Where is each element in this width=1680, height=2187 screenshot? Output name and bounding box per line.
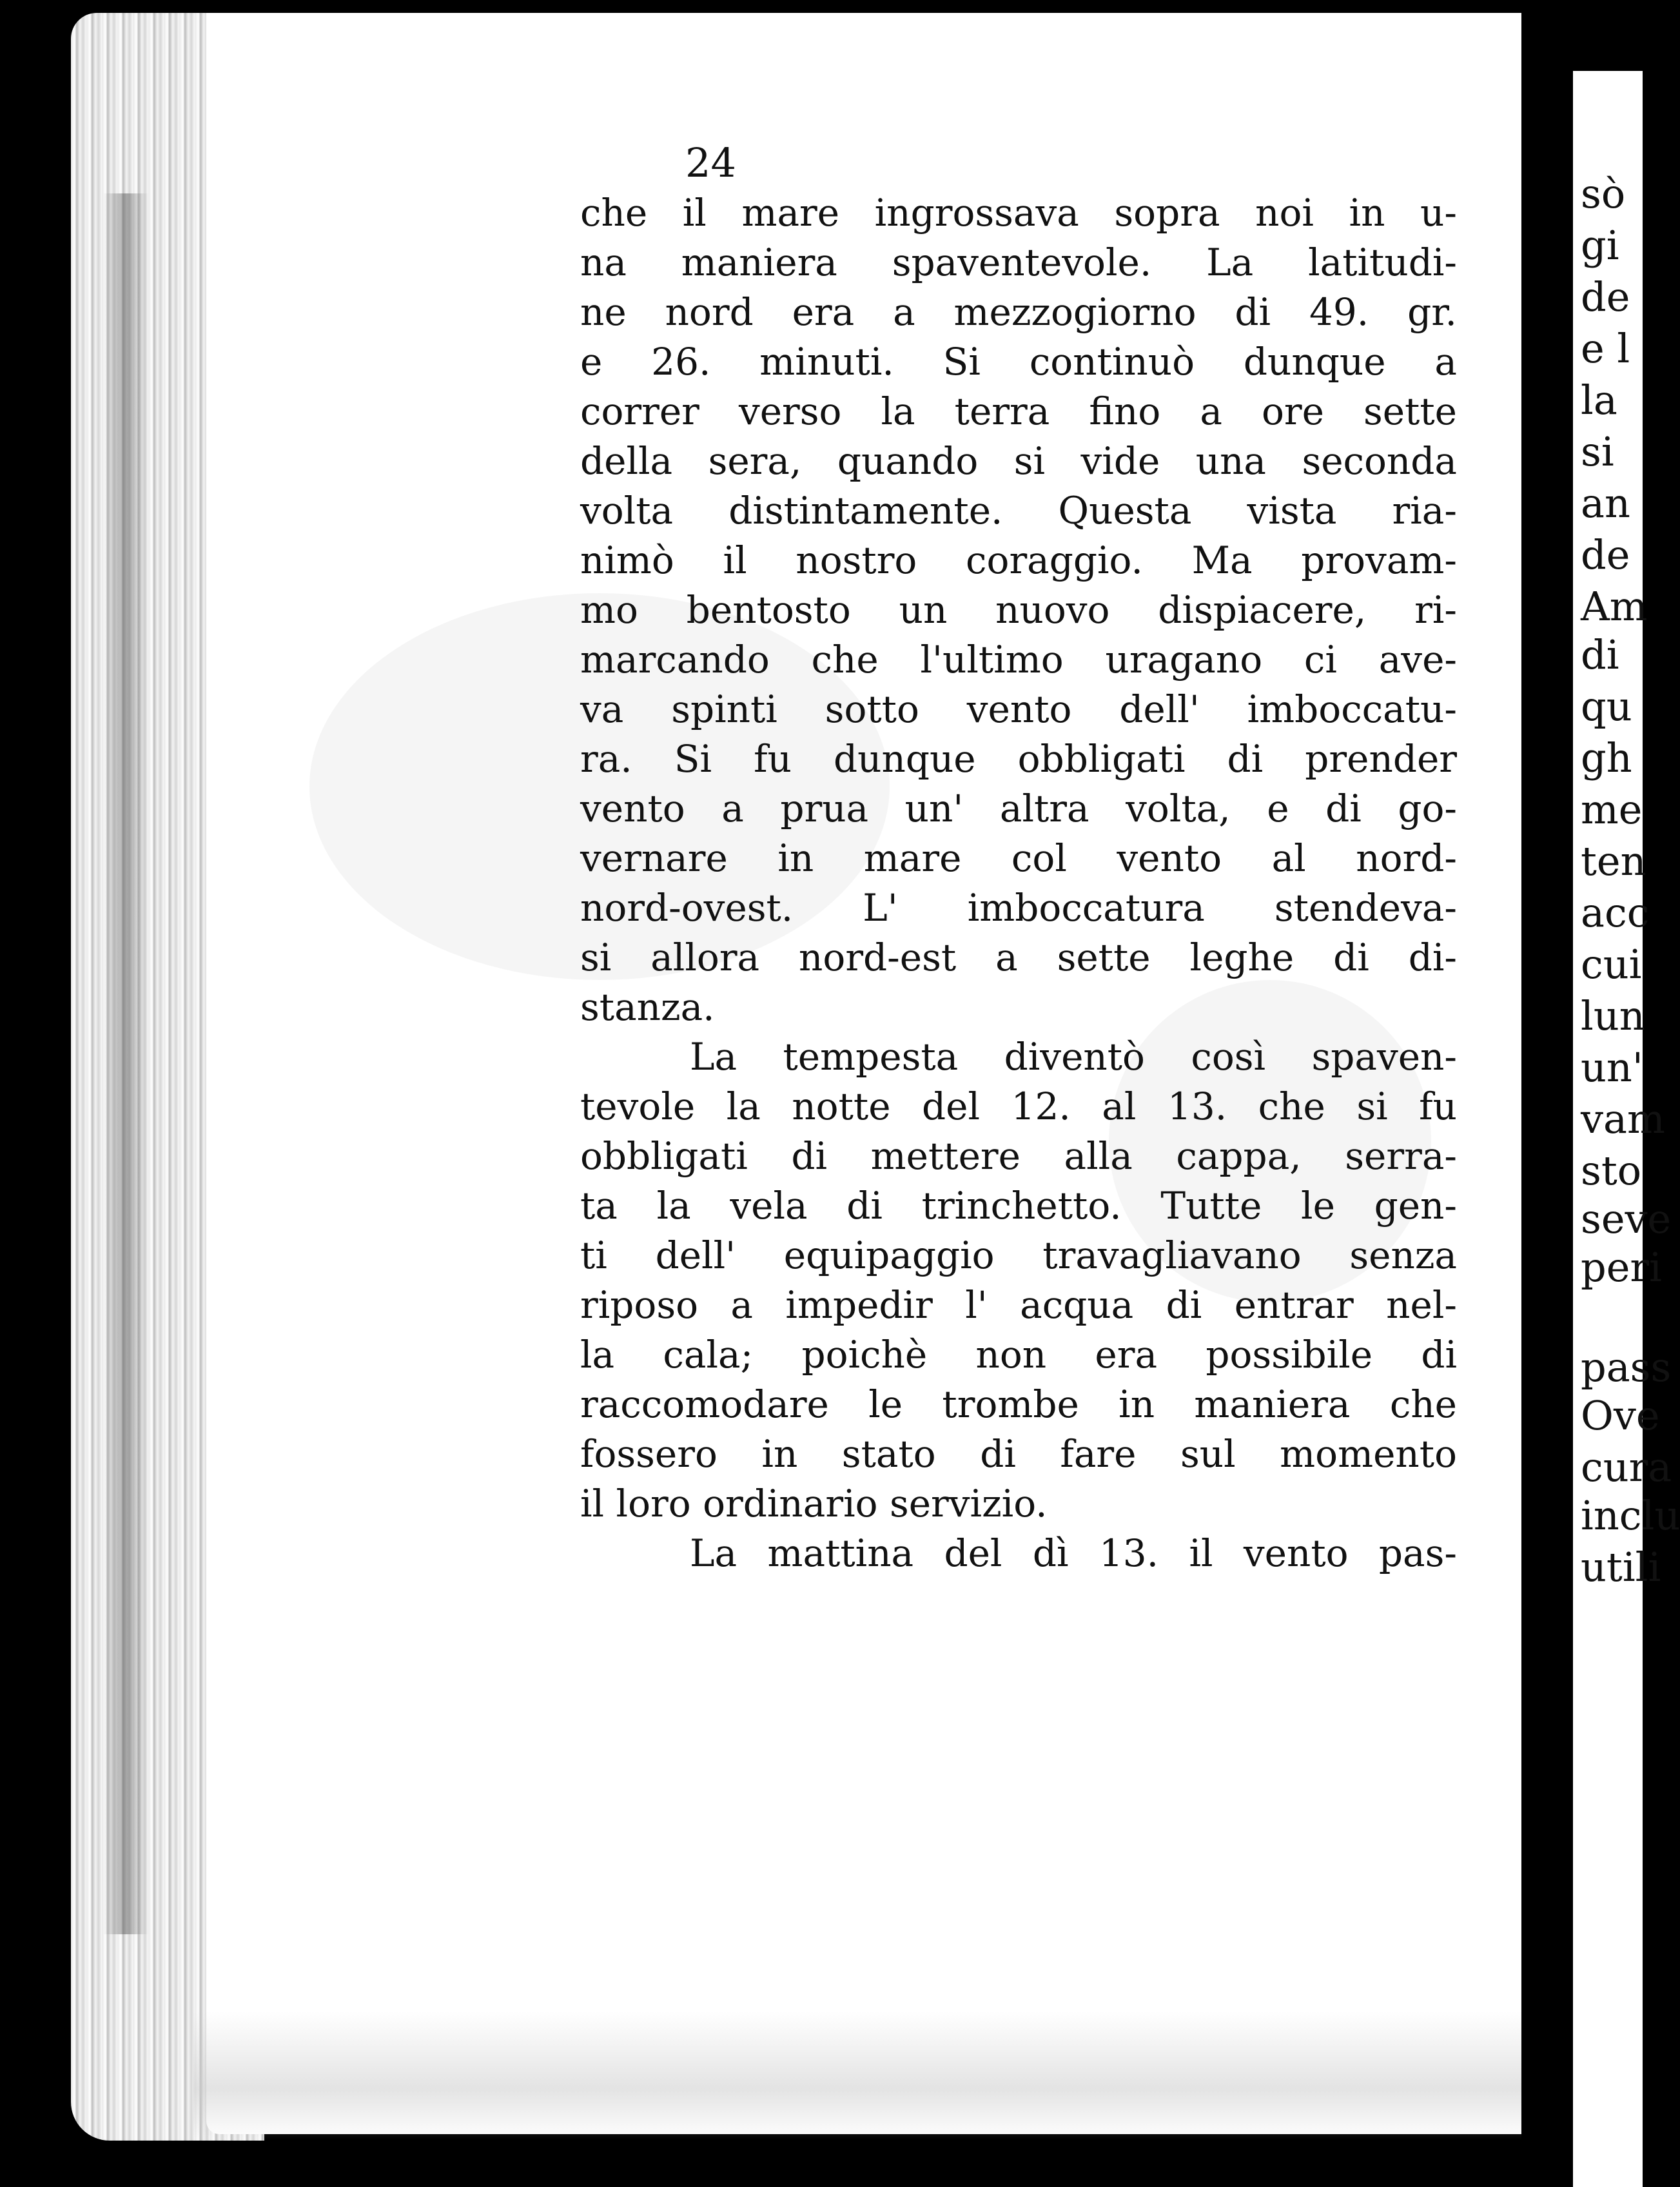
facing-text-fragment: de xyxy=(1581,531,1630,578)
facing-text-fragment: seve xyxy=(1581,1195,1672,1242)
text-line: ti dell' equipaggio travagliavano senza xyxy=(580,1233,1457,1277)
facing-text-fragment: an xyxy=(1581,480,1630,527)
facing-text-fragment: Am xyxy=(1581,583,1648,630)
facing-text-fragment: peri xyxy=(1581,1244,1662,1291)
text-line: mo bentosto un nuovo dispiacere, ri- xyxy=(580,588,1457,632)
facing-page-edge xyxy=(1573,71,1680,2187)
text-line: raccomodare le trombe in maniera che xyxy=(580,1382,1457,1426)
facing-text-fragment: cui xyxy=(1581,941,1642,988)
text-line: e 26. minuti. Si continuò dunque a xyxy=(580,340,1457,384)
facing-text-fragment: lun xyxy=(1581,992,1645,1039)
facing-text-fragment: la xyxy=(1581,377,1617,424)
text-line: ra. Si fu dunque obbligati di prender xyxy=(580,737,1457,781)
facing-text-fragment: pass xyxy=(1581,1344,1672,1391)
facing-text-fragment: e l xyxy=(1581,325,1630,372)
text-line: marcando che l'ultimo uragano ci ave- xyxy=(580,638,1457,682)
text-line: correr verso la terra fino a ore sette xyxy=(580,389,1457,433)
facing-text-fragment: de xyxy=(1581,273,1630,320)
text-line: vento a prua un' altra volta, e di go- xyxy=(580,787,1457,830)
body-text xyxy=(580,188,1457,1578)
page-number: 24 xyxy=(685,139,736,186)
facing-text-fragment: sto xyxy=(1581,1147,1642,1194)
text-line: ne nord era a mezzogiorno di 49. gr. xyxy=(580,290,1457,334)
text-line: La mattina del dì 13. il vento pas- xyxy=(690,1531,1457,1575)
facing-text-fragment: qu xyxy=(1581,683,1632,730)
text-line: stanza. xyxy=(580,985,715,1029)
facing-text-fragment: utili xyxy=(1581,1544,1661,1591)
text-line: nord-ovest. L' imboccatura stendeva- xyxy=(580,886,1457,930)
facing-text-fragment: vam xyxy=(1581,1095,1665,1143)
book-gutter xyxy=(1521,45,1579,2187)
text-line: ta la vela di trinchetto. Tutte le gen- xyxy=(580,1184,1457,1228)
facing-text-fragment: sò xyxy=(1581,170,1626,217)
facing-text-fragment: si xyxy=(1581,428,1614,475)
text-line: nimò il nostro coraggio. Ma provam- xyxy=(580,538,1457,582)
text-line: tevole la notte del 12. al 13. che si fu xyxy=(580,1084,1457,1128)
text-line: vernare in mare col vento al nord- xyxy=(580,836,1457,880)
facing-text-fragment: un' xyxy=(1581,1044,1643,1091)
page-edge-shadow xyxy=(103,193,148,1934)
text-line: La tempesta diventò così spaven- xyxy=(690,1035,1457,1079)
facing-text-fragment: ten xyxy=(1581,838,1646,885)
text-line: si allora nord-est a sette leghe di di- xyxy=(580,936,1457,979)
page-bottom-shadow xyxy=(193,2012,1534,2141)
facing-text-fragment: di xyxy=(1581,631,1619,678)
facing-text-fragment: Ove xyxy=(1581,1392,1660,1439)
text-line: il loro ordinario servizio. xyxy=(580,1482,1048,1525)
facing-text-fragment: gi xyxy=(1581,222,1619,269)
facing-text-fragment: me xyxy=(1581,786,1643,833)
facing-text-fragment: inclu xyxy=(1581,1492,1680,1539)
text-line: obbligati di mettere alla cappa, serra- xyxy=(580,1134,1457,1178)
text-line: la cala; poichè non era possibile di xyxy=(580,1333,1457,1377)
text-line: della sera, quando si vide una seconda xyxy=(580,439,1457,483)
text-line: na maniera spaventevole. La latitudi- xyxy=(580,240,1457,284)
facing-text-fragment: cura xyxy=(1581,1444,1672,1491)
facing-text-fragment: gh xyxy=(1581,734,1632,781)
facing-text-fragment: acc xyxy=(1581,889,1650,936)
text-line: volta distintamente. Questa vista ria- xyxy=(580,489,1457,533)
text-line: fossero in stato di fare sul momento xyxy=(580,1432,1457,1476)
text-line: riposo a impedir l' acqua di entrar nel- xyxy=(580,1283,1457,1327)
text-line: che il mare ingrossava sopra noi in u- xyxy=(580,191,1457,235)
text-line: va spinti sotto vento dell' imboccatu- xyxy=(580,687,1457,731)
